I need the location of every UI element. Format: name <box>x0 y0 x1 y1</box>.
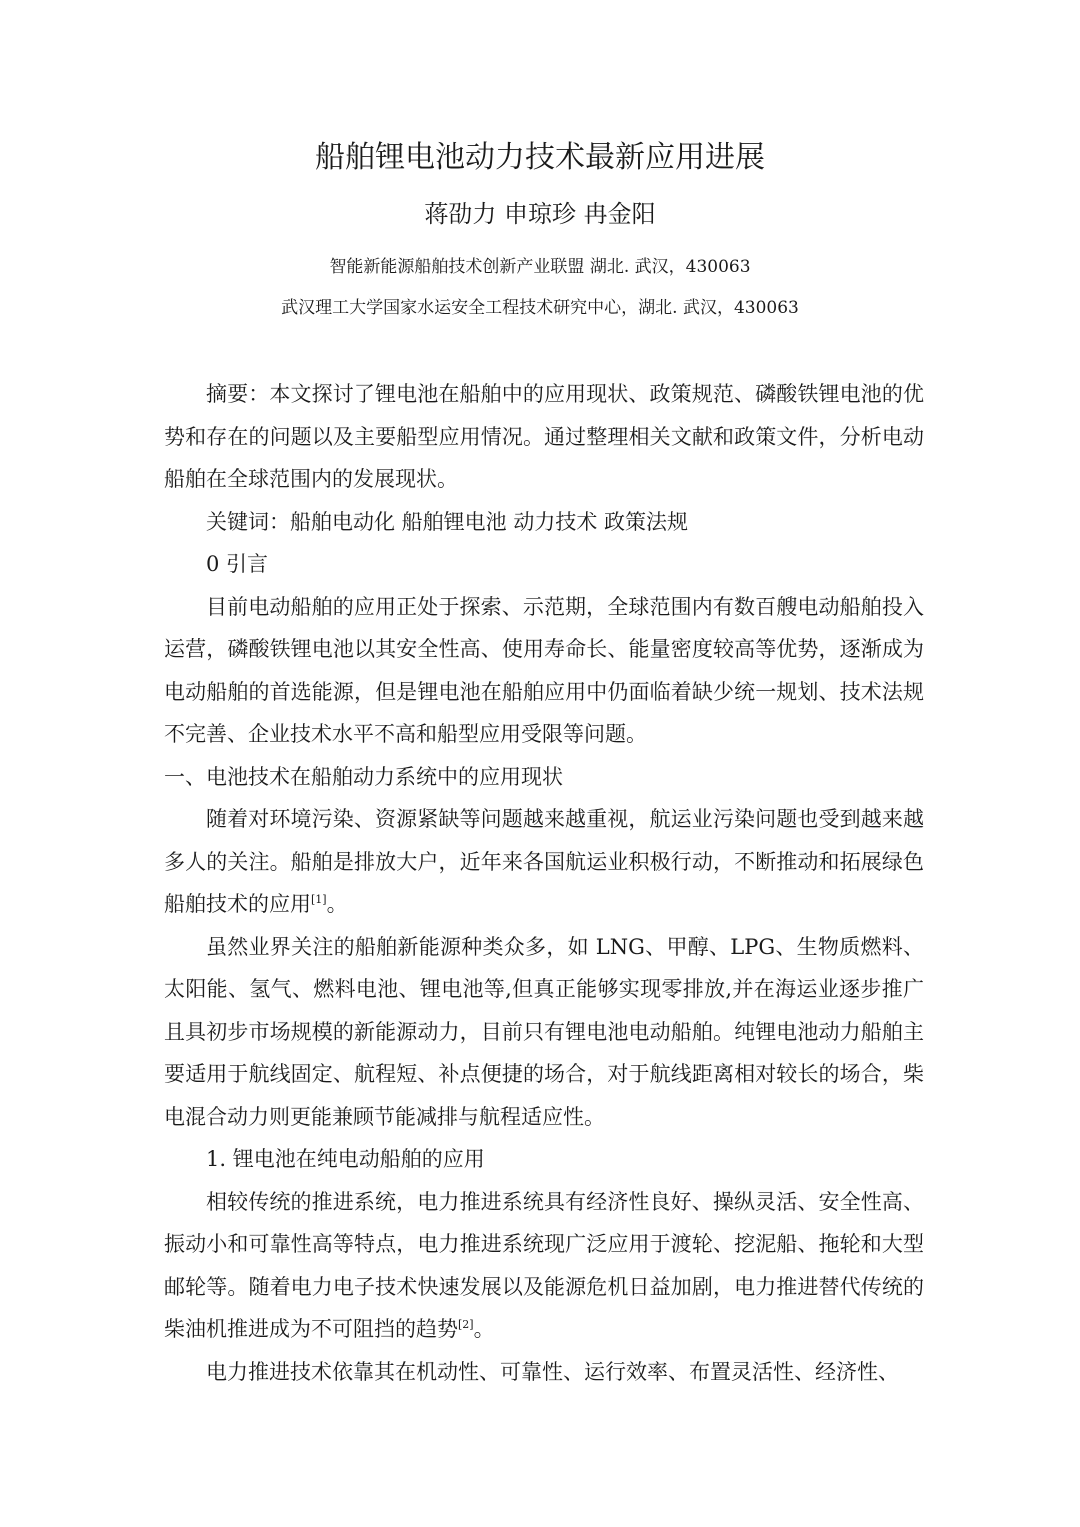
section1-paragraph-1-end: 。 <box>326 892 348 916</box>
keywords: 关键词：船舶电动化 船舶锂电池 动力技术 政策法规 <box>206 509 689 534</box>
citation-ref-2: [2] <box>458 1318 474 1331</box>
section1-paragraph-1 <box>164 798 924 926</box>
affiliation-2: 武汉理工大学国家水运安全工程技术研究中心，湖北. 武汉，430063 <box>281 298 799 318</box>
section-heading-1: 一、电池技术在船舶动力系统中的应用现状 <box>164 764 563 789</box>
affiliation-1: 智能新能源船舶技术创新产业联盟 湖北. 武汉，430063 <box>329 257 751 277</box>
author-list: 蒋劭力 申琼珍 冉金阳 <box>424 200 656 228</box>
paper-body <box>164 373 924 1393</box>
subsection-heading-1: 1. 锂电池在纯电动船舶的应用 <box>206 1147 485 1171</box>
abstract: 摘要：本文探讨了锂电池在船舶中的应用现状、政策规范、磷酸铁锂电池的优势和存在的问题以及主要船型应用情况。通过整理相关文献和政策文件，分析电动船舶在全球范围内的发展现状。 <box>164 382 924 491</box>
section-heading-intro: 0 引言 <box>206 552 269 576</box>
citation-ref-1: [1] <box>311 893 327 906</box>
paper-title: 船舶锂电池动力技术最新应用进展 <box>315 140 765 175</box>
subsection1-paragraph-1-end: 。 <box>473 1317 495 1341</box>
subsection1-paragraph-2: 电力推进技术依靠其在机动性、可靠性、运行效率、布置灵活性、经济性、 <box>206 1359 899 1384</box>
subsection1-paragraph-1-text: 相较传统的推进系统，电力推进系统具有经济性良好、操纵灵活、安全性高、振动小和可靠性高等特点，电力推进系统现广泛应用于渡轮、挖泥船、拖轮和大型邮轮等。随着电力电子技术快速发展以及能源危机日益加剧，电力推进替代传统的柴油机推进成为不可阻挡的趋势 <box>164 1189 924 1341</box>
intro-paragraph: 目前电动船舶的应用正处于探索、示范期，全球范围内有数百艘电动船舶投入运营，磷酸铁锂电池以其安全性高、使用寿命长、能量密度较高等优势，逐渐成为电动船舶的首选能源，但是锂电池在船舶应用中仍面临着缺少统一规划、技术法规不完善、企业技术水平不高和船型应用受限等问题。 <box>164 594 924 746</box>
subsection1-paragraph-1 <box>164 1181 924 1351</box>
section1-paragraph-2: 虽然业界关注的船舶新能源种类众多，如 LNG、甲醇、LPG、生物质燃料、太阳能、氢气、燃料电池、锂电池等,但真正能够实现零排放,并在海运业逐步推广且具初步市场规模的新能源动力，目前只有锂电池电动船舶。纯锂电池动力船舶主要适用于航线固定、航程短、补点便捷的场合，对于航线距离相对较长的场合，柴电混合动力则更能兼顾节能减排与航程适应性。 <box>164 934 924 1129</box>
section1-paragraph-1-text: 随着对环境污染、资源紧缺等问题越来越重视，航运业污染问题也受到越来越多人的关注。船舶是排放大户，近年来各国航运业积极行动，不断推动和拓展绿色船舶技术的应用 <box>164 807 924 916</box>
